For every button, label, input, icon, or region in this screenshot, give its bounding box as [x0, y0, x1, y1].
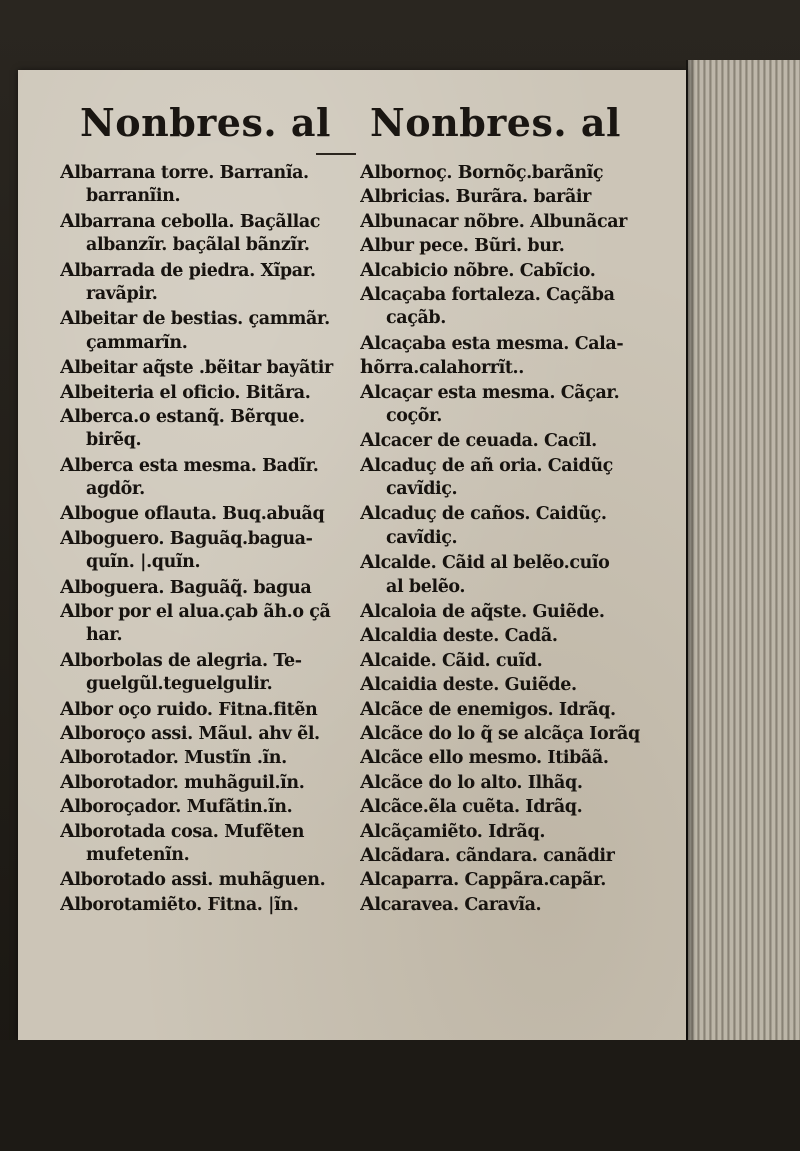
dictionary-entry-line: Alcãce de enemigos. Idrãq. — [360, 697, 616, 720]
dictionary-entry-line: Alboguera. Baguãq̃. bagua — [60, 575, 312, 598]
dictionary-entry-line: Alcãce do lo q̃ se alcãça Iorãq — [360, 721, 640, 744]
dictionary-entry-line: Albunacar nõbre. Albunãcar — [360, 209, 627, 232]
entry-continuation-line: caçãb. — [386, 308, 446, 329]
dictionary-entry-line: Albor oço ruido. Fitna.fitẽn — [60, 697, 318, 720]
left-column — [60, 160, 360, 916]
dictionary-entry-line: Alcãce ello mesmo. Itibãã. — [360, 746, 609, 769]
entry-continuation-line: cavĩdiç. — [386, 479, 458, 500]
dictionary-entry-line: Albarrana cebolla. Baçãllac — [60, 209, 321, 232]
entry-continuation-line: çammarĩn. — [86, 332, 188, 353]
dictionary-entry-line: Alcaloia de aq̃ste. Guiẽde. — [360, 600, 605, 623]
entry-continuation-line: albanzĩr. baçãlal bãnzĩr. — [86, 235, 310, 256]
dictionary-entry-line: Alcãce.ẽla cuẽta. Idrãq. — [360, 795, 583, 818]
entry-continuation-line: al belẽo. — [386, 576, 466, 597]
right-column — [360, 160, 660, 916]
dictionary-entry-line: Alcaçaba fortaleza. Caçãba — [360, 282, 615, 305]
dictionary-entry-line: Alberca.o estanq̃. Bẽrque. — [60, 404, 305, 427]
dictionary-entry-line: Alborbolas de alegria. Te- — [60, 648, 302, 671]
entry-continuation-line: ravãpir. — [86, 283, 158, 304]
dictionary-entry-line: Alcaparra. Cappãra.capãr. — [360, 868, 606, 891]
dictionary-entry-line: Albornoç. Bornõç.barãnĩç — [360, 161, 604, 183]
entry-continuation-line: quĩn. |.quĩn. — [86, 552, 201, 573]
header-rule — [316, 153, 356, 155]
entry-continuation-line: agdõr. — [86, 479, 145, 500]
dictionary-entry-line: Albeiteria el oficio. Bitãra. — [60, 380, 311, 403]
dictionary-entry-line: Albeitar de bestias. çammãr. — [60, 307, 330, 330]
dictionary-entry-line: Albarrada de piedra. Xĩpar. — [60, 258, 316, 281]
dictionary-entry-line: Alcãçamiẽto. Idrãq. — [360, 819, 546, 842]
dictionary-entry-line: Albogue oflauta. Buq.abuãq — [60, 502, 325, 525]
dictionary-entry-line: Alcaide. Cãid. cuĩd. — [360, 648, 543, 671]
dictionary-entry-line: Alborotado assi. muhãguen. — [60, 868, 326, 891]
dictionary-entry-line: Alcaduç de caños. Caidũç. — [360, 502, 607, 525]
dictionary-entry-line: Alcaidia deste. Guiẽde. — [360, 673, 577, 696]
dictionary-entry-line: Alborotada cosa. Mufẽten — [60, 819, 305, 842]
dictionary-entry-line: Albarrana torre. Barranĩa. — [60, 161, 309, 183]
entry-continuation-line: birẽq. — [86, 430, 142, 451]
scanner-bottom-strip — [0, 1040, 800, 1151]
book-page-edges — [688, 60, 800, 1050]
dictionary-entry-line: Alberca esta mesma. Badĩr. — [60, 453, 319, 476]
dictionary-entry-line: hõrra.calahorrĩt.. — [360, 356, 524, 379]
entry-continuation-line: guelgũl.teguelgulir. — [86, 674, 273, 695]
dictionary-entry-line: Albur pece. Bũri. bur. — [360, 234, 565, 257]
dictionary-entry-line: Albricias. Burãra. barãir — [360, 185, 591, 208]
dictionary-entry-line: Alcalde. Cãid al belẽo.cuĩo — [360, 551, 610, 574]
dictionary-entry-line: Alborotamiẽto. Fitna. |ĩn. — [60, 892, 299, 915]
entry-continuation-line: coçõr. — [386, 405, 442, 426]
dictionary-entry-line: Alcacer de ceuada. Cacĩl. — [360, 429, 597, 452]
gutter-shadow — [686, 60, 696, 1050]
dictionary-entry-line: Alcaçaba esta mesma. Cala- — [360, 331, 624, 354]
dictionary-entry-line: Alcaduç de añ oria. Caidũç — [360, 453, 613, 476]
dictionary-entry-line: Alcabicio nõbre. Cabĩcio. — [360, 258, 596, 281]
entry-continuation-line: cavĩdiç. — [386, 527, 458, 548]
dictionary-entry-line: Alcãdara. cãndara. canãdir — [360, 843, 615, 866]
dictionary-entry-line: Alcãce do lo alto. Ilhãq. — [360, 770, 583, 793]
running-header-left: Nonbres. al — [80, 100, 331, 145]
dictionary-entry-line: Alcaçar esta mesma. Cãçar. — [360, 380, 620, 403]
entry-continuation-line: har. — [86, 625, 123, 646]
entry-continuation-line: barranĩin. — [86, 186, 181, 207]
dictionary-entry-line: Alcaldia deste. Cadã. — [360, 624, 558, 647]
dictionary-entry-line: Alborotador. Mustĩn .ĩn. — [60, 746, 287, 769]
dictionary-entry-line: Alboguero. Baguãq.bagua- — [60, 526, 313, 549]
dictionary-entry-line: Alborotador. muhãguil.ĩn. — [60, 770, 305, 793]
entry-continuation-line: mufetenĩn. — [86, 844, 190, 865]
dictionary-entry-line: Alboroço assi. Mãul. ahv ẽl. — [60, 721, 320, 744]
dictionary-entry-line: Alcaravea. Caravĩa. — [360, 892, 542, 915]
dictionary-entry-line: Alboroçador. Mufãtin.ĩn. — [60, 795, 293, 818]
dictionary-entry-line: Albor por el alua.çab ãh.o çã — [60, 600, 331, 623]
running-header-right: Nonbres. al — [370, 100, 621, 145]
dictionary-entry-line: Albeitar aq̃ste .bẽitar bayãtir — [60, 356, 333, 379]
